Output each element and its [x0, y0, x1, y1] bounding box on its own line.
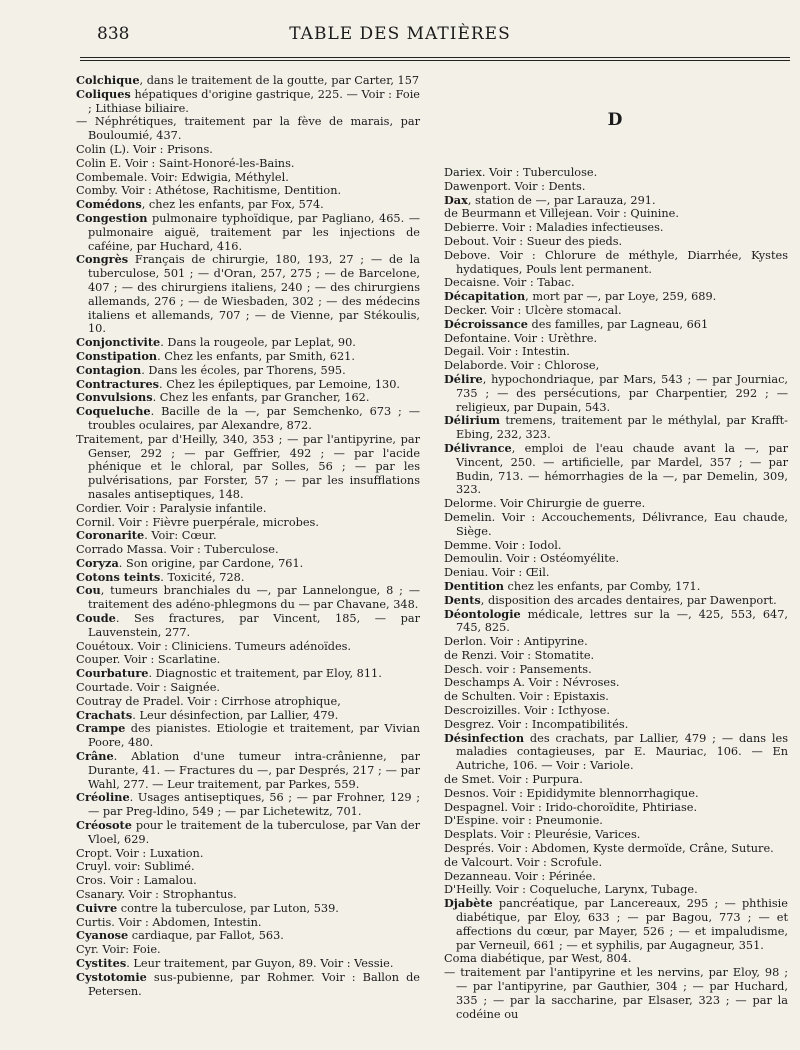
index-entry	[76, 640, 420, 654]
entry-headword: Délire	[444, 371, 483, 386]
entry-text: , mort par —, par Loye, 259, 689.	[525, 290, 717, 304]
index-entry	[76, 502, 420, 516]
index-entry	[444, 194, 788, 208]
entry-text: Debout. Voir : Sueur des pieds.	[444, 234, 623, 248]
entry-text: Comby. Voir : Athétose, Rachitisme, Dentition.	[76, 184, 342, 198]
index-entry	[76, 957, 420, 971]
entry-headword: Délivrance	[444, 440, 512, 455]
entry-text: Cordier. Voir : Paralysie infantile.	[76, 501, 267, 515]
index-entry	[444, 304, 788, 318]
index-entry	[76, 860, 420, 874]
entry-headword: Congestion	[76, 210, 148, 225]
entry-headword: Décroissance	[444, 316, 528, 331]
index-entry	[76, 750, 420, 791]
entry-headword: Coryza	[76, 555, 119, 570]
entry-headword: Cystotomie	[76, 969, 147, 984]
index-entry	[444, 332, 788, 346]
entry-headword: Cuivre	[76, 900, 118, 915]
entry-headword: Crachats	[76, 707, 133, 722]
entry-text: Couétoux. Voir : Cliniciens. Tumeurs adénoïdes.	[76, 639, 352, 653]
entry-text: Deschamps A. Voir : Névroses.	[444, 676, 620, 690]
entry-text: Deniau. Voir : Œil.	[444, 566, 550, 580]
entry-text: de Schulten. Voir : Epistaxis.	[444, 690, 609, 704]
index-entry	[444, 594, 788, 608]
entry-text: Curtis. Voir : Abdomen, Intestin.	[76, 915, 262, 929]
index-entry	[444, 539, 788, 553]
section-letter: D	[607, 110, 625, 130]
index-entry	[444, 663, 788, 677]
page-header	[0, 0, 800, 60]
entry-text: chez les enfants, par Comby, 171.	[503, 579, 701, 593]
index-entry	[444, 635, 788, 649]
index-entry	[76, 667, 420, 681]
entry-text: des pianistes. Etiologie et traitement, par Vivian Poore, 480.	[88, 722, 420, 750]
index-entry	[76, 791, 420, 819]
index-entry	[76, 350, 420, 364]
index-entry	[76, 143, 420, 157]
index-entry	[444, 801, 788, 815]
entry-headword: Cyanose	[76, 928, 129, 943]
left-column	[76, 74, 420, 998]
entry-text: Despagnel. Voir : Irido-choroïdite, Phtiriase.	[444, 800, 698, 814]
header-rule	[80, 57, 790, 61]
entry-headword: Coqueluche	[76, 404, 151, 419]
index-entry	[76, 681, 420, 695]
entry-text: . Leur traitement, par Guyon, 89. Voir : Vessie.	[126, 957, 394, 970]
entry-text: Dariex. Voir : Tuberculose.	[444, 166, 598, 179]
entry-headword: Constipation	[76, 348, 158, 363]
entry-text: Corrado Massa. Voir : Tuberculose.	[76, 543, 279, 557]
entry-text: . Voir: Cœur.	[144, 529, 217, 543]
entry-text: Desch. voir : Pansements.	[444, 662, 592, 676]
index-entry	[76, 88, 420, 116]
entry-text: des crachats, par Lallier, 479 ; — dans les maladies contagieuses, par E. Mauriac, 106. — En Autriche, 106. — Voir : Variole.	[456, 731, 788, 773]
index-entry	[444, 608, 788, 636]
index-entry	[76, 571, 420, 585]
entry-text: . Son origine, par Cardone, 761.	[118, 556, 304, 570]
index-entry	[76, 115, 420, 143]
entry-text: de Renzi. Voir : Stomatite.	[444, 648, 595, 662]
index-entry	[76, 943, 420, 957]
entry-text: Delaborde. Voir : Chlorose,	[444, 359, 600, 373]
entry-headword: Contagion	[76, 362, 142, 377]
entry-headword: Créosote	[76, 818, 132, 833]
entry-text: pour le traitement de la tuberculose, par Van der Vloel, 629.	[88, 819, 420, 846]
entry-text: D'Espine. voir : Pneumonie.	[444, 814, 603, 828]
index-entry	[76, 364, 420, 378]
index-entry	[444, 207, 788, 221]
index-entry	[444, 897, 788, 952]
entry-text: Demoulin. Voir : Ostéomyélite.	[444, 552, 620, 566]
entry-text: Debove. Voir : Chlorure de méthyle, Diarrhée, Kystes hydatiques, Pouls lent permanent.	[444, 248, 788, 276]
index-entry	[76, 916, 420, 930]
index-entry	[76, 184, 420, 198]
entry-headword: Coliques	[76, 86, 131, 101]
entry-text: Combemale. Voir: Edwigia, Méthylel.	[76, 170, 289, 184]
index-entry	[76, 819, 420, 847]
index-entry	[76, 722, 420, 750]
entry-text: de Valcourt. Voir : Scrofule.	[444, 855, 603, 869]
index-entry	[76, 529, 420, 543]
entry-headword: Coude	[76, 611, 116, 626]
index-entry	[444, 442, 788, 497]
entry-text: Traitement, par d'Heilly, 340, 353 ; — par l'antipyrine, par Genser, 292 ; — par Geffrier, 492 ; — par l'acide phénique et le chloral, par Solles, 56 ; — par les pulvérisations, par Forster, 57 ; — par les insufflations nasales antiseptiques, 148.	[76, 432, 420, 501]
index-entry	[76, 405, 420, 433]
entry-text: Cruyl. voir: Sublimé.	[76, 860, 195, 874]
entry-text: contre la tuberculose, par Luton, 539.	[117, 901, 339, 915]
index-entry	[76, 516, 420, 530]
index-entry	[444, 221, 788, 235]
entry-text: Després. Voir : Abdomen, Kyste dermoïde, Crâne, Suture.	[444, 842, 774, 856]
index-entry	[444, 828, 788, 842]
index-entry	[444, 732, 788, 773]
entry-headword: Décapitation	[444, 289, 526, 304]
entry-text: Degail. Voir : Intestin.	[444, 345, 570, 359]
entry-headword: Cystites	[76, 956, 127, 970]
index-entry	[444, 552, 788, 566]
entry-text: Dezanneau. Voir : Périnée.	[444, 869, 596, 883]
entry-text: Desnos. Voir : Epididymite blennorrhagique.	[444, 786, 699, 800]
entry-headword: Cotons teints	[76, 569, 161, 584]
entry-text: Demme. Voir : Iodol.	[444, 538, 562, 552]
index-entry	[76, 391, 420, 405]
entry-text: Demelin. Voir : Accouchements, Délivrance, Eau chaude, Siège.	[444, 510, 788, 538]
entry-headword: Comédons	[76, 197, 142, 212]
entry-headword: Dentition	[444, 578, 504, 593]
index-entry	[76, 902, 420, 916]
entry-text: médicale, lettres sur la —, 425, 553, 647, 745, 825.	[456, 607, 788, 635]
entry-headword: Délirium	[444, 413, 500, 428]
index-entry	[444, 276, 788, 290]
index-entry	[444, 842, 788, 856]
entry-headword: Conjonctivite	[76, 335, 161, 350]
entry-headword: Crampe	[76, 721, 126, 736]
index-entry	[444, 649, 788, 663]
entry-text: Csanary. Voir : Strophantus.	[76, 888, 237, 902]
entry-text: . Leur désinfection, par Lallier, 479.	[132, 708, 339, 722]
index-entry	[444, 580, 788, 594]
entry-headword: Dax	[444, 192, 468, 207]
entry-headword: Coronarite	[76, 528, 145, 543]
entry-text: , disposition des arcades dentaires, par Dawenport.	[480, 593, 777, 607]
entry-text: Coutray de Pradel. Voir : Cirrhose atrophique,	[76, 694, 341, 708]
entry-text: , tumeurs branchiales du —, par Lannelongue, 8 ; — traitement des adéno-phlegmons du — par Chavane, 348.	[88, 584, 420, 612]
running-title: TABLE DES MATIÈRES	[289, 24, 511, 44]
entry-text: . Toxicité, 728.	[160, 570, 245, 584]
index-entry	[444, 814, 788, 828]
entry-text: Cornil. Voir : Fièvre puerpérale, microbes.	[76, 515, 319, 529]
right-column	[444, 166, 788, 1021]
index-entry	[76, 378, 420, 392]
index-entry	[444, 690, 788, 704]
index-entry	[76, 709, 420, 723]
index-entry	[76, 253, 420, 336]
entry-text: Courtade. Voir : Saignée.	[76, 681, 220, 695]
index-entry	[444, 952, 788, 966]
entry-text: Couper. Voir : Scarlatine.	[76, 653, 221, 667]
index-entry	[444, 870, 788, 884]
page-number: 838	[97, 24, 130, 44]
entry-text: Cros. Voir : Lamalou.	[76, 874, 197, 888]
entry-text: . Dans les écoles, par Thorens, 595.	[141, 363, 346, 377]
index-entry	[444, 235, 788, 249]
entry-headword: Courbature	[76, 666, 149, 681]
index-entry	[444, 249, 788, 277]
entry-headword: Djabète	[444, 896, 493, 911]
index-entry	[444, 773, 788, 787]
index-entry	[76, 695, 420, 709]
index-entry	[76, 971, 420, 999]
entry-text: de Smet. Voir : Purpura.	[444, 773, 583, 787]
index-entry	[444, 414, 788, 442]
index-entry	[444, 166, 788, 180]
entry-text: Defontaine. Voir : Urèthre.	[444, 331, 598, 345]
index-entry	[444, 883, 788, 897]
entry-text: — traitement par l'antipyrine et les nervins, par Eloy, 98 ; — par l'antipyrine, par Gauthier, 304 ; — par Huchard, 335 ; — par la saccharine, par Elsaser, 323 ; — par la codéine ou	[444, 966, 788, 1021]
index-entry	[76, 874, 420, 888]
index-entry	[76, 653, 420, 667]
index-entry	[444, 359, 788, 373]
entry-headword: Désinfection	[444, 730, 525, 745]
index-entry	[76, 929, 420, 943]
entry-text: . Ablation d'une tumeur intra-crânienne, par Durante, 41. — Fractures du —, par Després, 217 ; — par Wahl, 277. — Leur traitement, par Parkes, 559.	[88, 750, 420, 791]
entry-text: Colin E. Voir : Saint-Honoré-les-Bains.	[76, 156, 295, 170]
entry-text: , dans le traitement de la goutte, par Carter, 157	[139, 74, 420, 87]
index-entry	[76, 171, 420, 185]
entry-headword: Dents	[444, 592, 481, 607]
index-entry	[444, 718, 788, 732]
entry-text: Decaisne. Voir : Tabac.	[444, 276, 575, 290]
entry-text: Colin (L). Voir : Prisons.	[76, 142, 213, 156]
index-entry	[444, 345, 788, 359]
entry-text: . Chez les épileptiques, par Lemoine, 130.	[159, 377, 401, 391]
entry-headword: Colchique	[76, 73, 140, 87]
entry-text: Delorme. Voir Chirurgie de guerre.	[444, 497, 646, 511]
entry-text: — Néphrétiques, traitement par la fève de marais, par Bouloumié, 437.	[76, 115, 420, 143]
entry-text: Cropt. Voir : Luxation.	[76, 846, 204, 860]
index-entry	[76, 612, 420, 640]
entry-headword: Cou	[76, 583, 101, 598]
index-entry	[76, 847, 420, 861]
entry-text: des familles, par Lagneau, 661	[527, 317, 709, 331]
index-entry	[444, 290, 788, 304]
entry-text: . Ses fractures, par Vincent, 185, — par Lauvenstein, 277.	[88, 612, 420, 639]
index-entry	[444, 180, 788, 194]
index-entry	[76, 557, 420, 571]
index-entry	[76, 543, 420, 557]
entry-headword: Déontologie	[444, 606, 521, 621]
entry-text: Descroizilles. Voir : Icthyose.	[444, 704, 610, 718]
entry-text: Derlon. Voir : Antipyrine.	[444, 635, 588, 649]
entry-text: , hypochondriaque, par Mars, 543 ; — par Journiac, 735 ; — des persécutions, par Charpentier, 292 ; — religieux, par Dupain, 543.	[456, 372, 788, 414]
entry-text: . Diagnostic et traitement, par Eloy, 811.	[148, 667, 382, 681]
index-entry	[444, 511, 788, 539]
index-entry	[444, 318, 788, 332]
entry-text: Français de chirurgie, 180, 193, 27 ; — de la tuberculose, 501 ; — d'Oran, 257, 275 ; — de Barcelone, 407 ; — des chirurgiens italiens, 240 ; — des chirurgiens allemands, 276 ; — de Wiesbaden, 302 ; — des médecins italiens et allemands, 707 ; — de Vienne, par Stékoulis, 10.	[88, 253, 420, 336]
index-entry	[444, 566, 788, 580]
index-entry	[76, 336, 420, 350]
entry-text: hépatiques d'origine gastrique, 225. — Voir : Foie ; Lithiase biliaire.	[88, 87, 420, 115]
entry-text: . Dans la rougeole, par Leplat, 90.	[160, 336, 356, 350]
entry-text: pulmonaire typhoïdique, par Pagliano, 465. — pulmonaire aiguë, traitement par les injections de caféine, par Huchard, 416.	[88, 211, 420, 253]
entry-text: Desplats. Voir : Pleurésie, Varices.	[444, 828, 641, 842]
entry-text: , emploi de l'eau chaude avant la —, par Vincent, 250. — artificielle, par Mardel, 357 ; — par Budin, 713. — hémorrhagies de la —, par Demelin, 309, 323.	[456, 441, 788, 497]
index-entry	[444, 787, 788, 801]
entry-headword: Convulsions	[76, 390, 153, 405]
index-entry	[76, 888, 420, 902]
entry-headword: Contractures	[76, 376, 160, 391]
entry-headword: Créoline	[76, 790, 130, 805]
entry-text: pancréatique, par Lancereaux, 295 ; — phthisie diabétique, par Eloy, 633 ; — par Bagou, 773 ; — et affections du cœur, par Mayer, 526 ; — et impaludisme, par Verneuil, 661 ; — et syphilis, par Augagneur, 351.	[456, 897, 788, 952]
index-entry	[444, 966, 788, 1021]
entry-text: Cyr. Voir: Foie.	[76, 943, 161, 957]
entry-text: . Chez les enfants, par Smith, 621.	[157, 349, 355, 363]
index-entry	[444, 676, 788, 690]
index-entry	[76, 212, 420, 253]
index-entry	[76, 433, 420, 502]
index-entry	[76, 157, 420, 171]
index-entry	[76, 198, 420, 212]
entry-text: de Beurmann et Villejean. Voir : Quinine.	[444, 207, 679, 221]
entry-text: D'Heilly. Voir : Coqueluche, Larynx, Tubage.	[444, 883, 698, 897]
entry-text: sus-pubienne, par Rohmer. Voir : Ballon de Petersen.	[88, 970, 420, 998]
entry-text: Coma diabétique, par West, 804.	[444, 952, 632, 966]
index-entry	[444, 856, 788, 870]
entry-text: . Chez les enfants, par Grancher, 162.	[152, 391, 370, 405]
entry-text: Debierre. Voir : Maladies infectieuses.	[444, 221, 664, 235]
index-entry	[76, 74, 420, 88]
entry-text: cardiaque, par Fallot, 563.	[128, 929, 284, 943]
entry-headword: Crâne	[76, 749, 114, 764]
index-entry	[444, 373, 788, 414]
entry-text: tremens, traitement par le méthylal, par Krafft-Ebing, 232, 323.	[456, 414, 788, 442]
entry-text: . Bacille de la —, par Semchenko, 673 ; — troubles oculaires, par Alexandre, 872.	[88, 405, 420, 432]
index-entry	[76, 584, 420, 612]
index-entry	[444, 704, 788, 718]
entry-text: , chez les enfants, par Fox, 574.	[141, 198, 324, 212]
index-entry	[444, 497, 788, 511]
entry-text: Decker. Voir : Ulcère stomacal.	[444, 303, 622, 317]
entry-text: , station de —, par Larauza, 291.	[467, 193, 656, 207]
entry-headword: Congrès	[76, 252, 129, 267]
entry-text: . Usages antiseptiques, 56 ; — par Frohner, 129 ; — par Preg-ldino, 549 ; — par Lichetewitz, 701.	[88, 791, 420, 819]
entry-text: Dawenport. Voir : Dents.	[444, 179, 586, 193]
entry-text: Desgrez. Voir : Incompatibilités.	[444, 717, 629, 731]
